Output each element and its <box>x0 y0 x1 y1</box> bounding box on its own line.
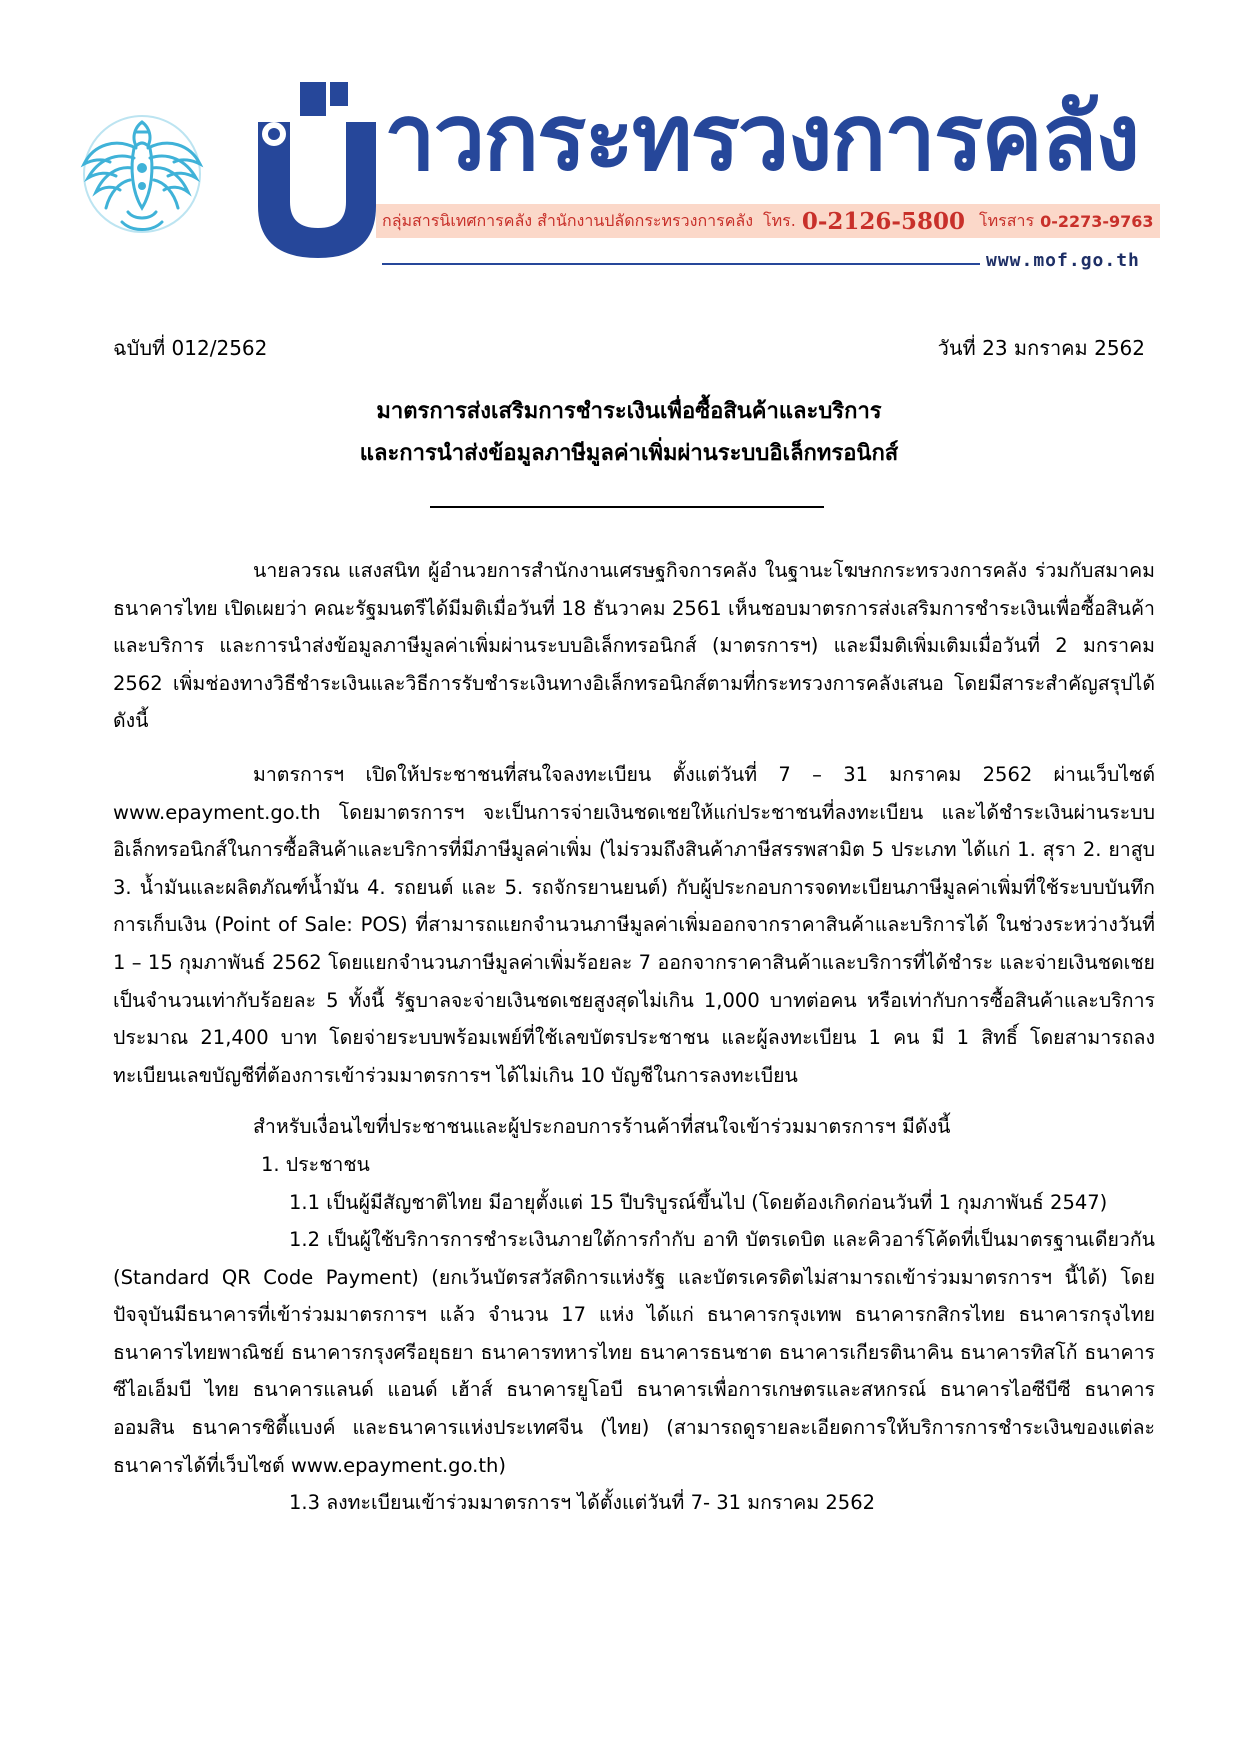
press-release-body <box>113 552 1155 1522</box>
paragraph-measure-details: มาตรการฯ เปิดให้ประชาชนที่สนใจลงทะเบียน ตั้งแต่วันที่ 7 – 31 มกราคม 2562 ผ่านเว็บไซต์ www.epayment.go.th โดยมาตรการฯ จะเป็นการจ่ายเงินชดเชยให้แก่ประชาชนที่ลงทะเบียน และได้ชำระเงินผ่านระบบอิเล็กทรอนิกส์ในการซื้อสินค้าและบริการที่มีภาษีมูลค่าเพิ่ม (ไม่รวมถึงสินค้าภาษีสรรพสามิต 5 ประเภท ได้แก่ 1. สุรา 2. ยาสูบ 3. น้ำมันและผลิตภัณฑ์น้ำมัน 4. รถยนต์ และ 5. รถจักรยานยนต์) กับผู้ประกอบการจดทะเบียนภาษีมูลค่าเพิ่มที่ใช้ระบบบันทึกการเก็บเงิน (Point of Sale: POS) ที่สามารถแยกจำนวนภาษีมูลค่าเพิ่มออกจากราคาสินค้าและบริการได้ ในช่วงระหว่างวันที่ 1 – 15 กุมภาพันธ์ 2562 โดยแยกจำนวนภาษีมูลค่าเพิ่มร้อยละ 7 ออกจากราคาสินค้าและบริการที่ได้ชำระ และจ่ายเงินชดเชยเป็นจำนวนเท่ากับร้อยละ 5 ทั้งนี้ รัฐบาลจะจ่ายเงินชดเชยสูงสุดไม่เกิน 1,000 บาทต่อคน หรือเท่ากับการซื้อสินค้าและบริการประมาณ 21,400 บาท โดยจ่ายระบบพร้อมเพย์ที่ใช้เลขบัตรประชาชน และผู้ลงทะเบียน 1 คน มี 1 สิทธิ์ โดยสามารถลงทะเบียนเลขบัญชีที่ต้องการเข้าร่วมมาตรการฯ ได้ไม่เกิน 10 บัญชีในการลงทะเบียน <box>113 762 1155 1087</box>
masthead-big-letter-icon <box>248 82 378 260</box>
masthead-title: าวกระทรวงการคลัง <box>384 84 1139 191</box>
list-item-1-3: 1.3 ลงทะเบียนเข้าร่วมมาตรการฯ ได้ตั้งแต่วันที่ 7- 31 มกราคม 2562 <box>289 1491 876 1515</box>
headline-line-1: มาตรการส่งเสริมการชำระเงินเพื่อซื้อสินค้าและบริการ <box>376 399 882 424</box>
paragraph-intro: นายลวรณ แสงสนิท ผู้อำนวยการสำนักงานเศรษฐกิจการคลัง ในฐานะโฆษกกระทรวงการคลัง ร่วมกับสมาคมธนาคารไทย เปิดเผยว่า คณะรัฐมนตรีได้มีมติเมื่อวันที่ 18 ธันวาคม 2561 เห็นชอบมาตรการส่งเสริมการชำระเงินเพื่อซื้อสินค้า และบริการ และการนำส่งข้อมูลภาษีมูลค่าเพิ่มผ่านระบบอิเล็กทรอนิกส์ (มาตรการฯ) และมีมติเพิ่มเติมเมื่อวันที่ 2 มกราคม 2562 เพิ่มช่องทางวิธีชำระเงินและวิธีการรับชำระเงินทางอิเล็กทรอนิกส์ตามที่กระทรวงการคลังเสนอ โดยมีสาระสำคัญสรุปได้ ดังนี้ <box>113 559 1155 733</box>
issue-date: วันที่ 23 มกราคม 2562 <box>937 336 1145 360</box>
phone-label: โทร. <box>763 210 796 230</box>
headline-divider <box>430 506 824 508</box>
headline-line-2: และการนำส่งข้อมูลภาษีมูลค่าเพิ่มผ่านระบบอิเล็กทรอนิกส์ <box>359 441 899 466</box>
fax-number: 0-2273-9763 <box>1040 211 1154 231</box>
contact-bar <box>376 204 1160 238</box>
phone-number: 0-2126-5800 <box>801 207 965 235</box>
list-item-1-2: 1.2 เป็นผู้ใช้บริการการชำระเงินภายใต้การกำกับ อาทิ บัตรเดบิต และคิวอาร์โค้ดที่เป็นมาตรฐานเดียวกัน (Standard QR Code Payment) (ยกเว้นบัตรสวัสดิการแห่งรัฐ และบัตรเครดิตไม่สามารถเข้าร่วมมาตรการฯ นี้ได้) โดยปัจจุบันมีธนาคารที่เข้าร่วมมาตรการฯ แล้ว จำนวน 17 แห่ง ได้แก่ ธนาคารกรุงเทพ ธนาคารกสิกรไทย ธนาคารกรุงไทย ธนาคารไทยพาณิชย์ ธนาคารกรุงศรีอยุธยา ธนาคารทหารไทย ธนาคารธนชาต ธนาคารเกียรตินาคิน ธนาคารทิสโก้ ธนาคารซีไอเอ็มบี ไทย ธนาคารแลนด์ แอนด์ เฮ้าส์ ธนาคารยูโอบี ธนาคารเพื่อการเกษตรและสหกรณ์ ธนาคารไอซีบีซี ธนาคารออมสิน ธนาคารซิตี้แบงค์ และธนาคารแห่งประเทศจีน (ไทย) (สามารถดูรายละเอียดการให้บริการการชำระเงินของแต่ละธนาคารได้ที่เว็บไซต์ www.epayment.go.th) <box>113 1228 1155 1477</box>
masthead-big-letter: ข่ <box>248 82 249 83</box>
website-underline <box>382 263 980 265</box>
garuda-emblem-icon <box>76 108 208 240</box>
fax-label: โทรสาร <box>978 210 1035 230</box>
website-link[interactable]: www.mof.go.th <box>986 250 1140 271</box>
list-item-1-1: 1.1 เป็นผู้มีสัญชาติไทย มีอายุตั้งแต่ 15 ปีบริบูรณ์ขึ้นไป (โดยต้องเกิดก่อนวันที่ 1 กุมภาพันธ์ 2547) <box>289 1190 1108 1214</box>
paragraph-conditions-intro: สำหรับเงื่อนไขที่ประชาชนและผู้ประกอบการร้านค้าที่สนใจเข้าร่วมมาตรการฯ มีดังนี้ <box>253 1115 951 1139</box>
issue-number: ฉบับที่ 012/2562 <box>113 336 268 360</box>
organization-name: กลุ่มสารนิเทศการคลัง สำนักงานปลัดกระทรวงการคลัง <box>382 210 754 230</box>
list-item-citizens: 1. ประชาชน <box>261 1152 370 1176</box>
